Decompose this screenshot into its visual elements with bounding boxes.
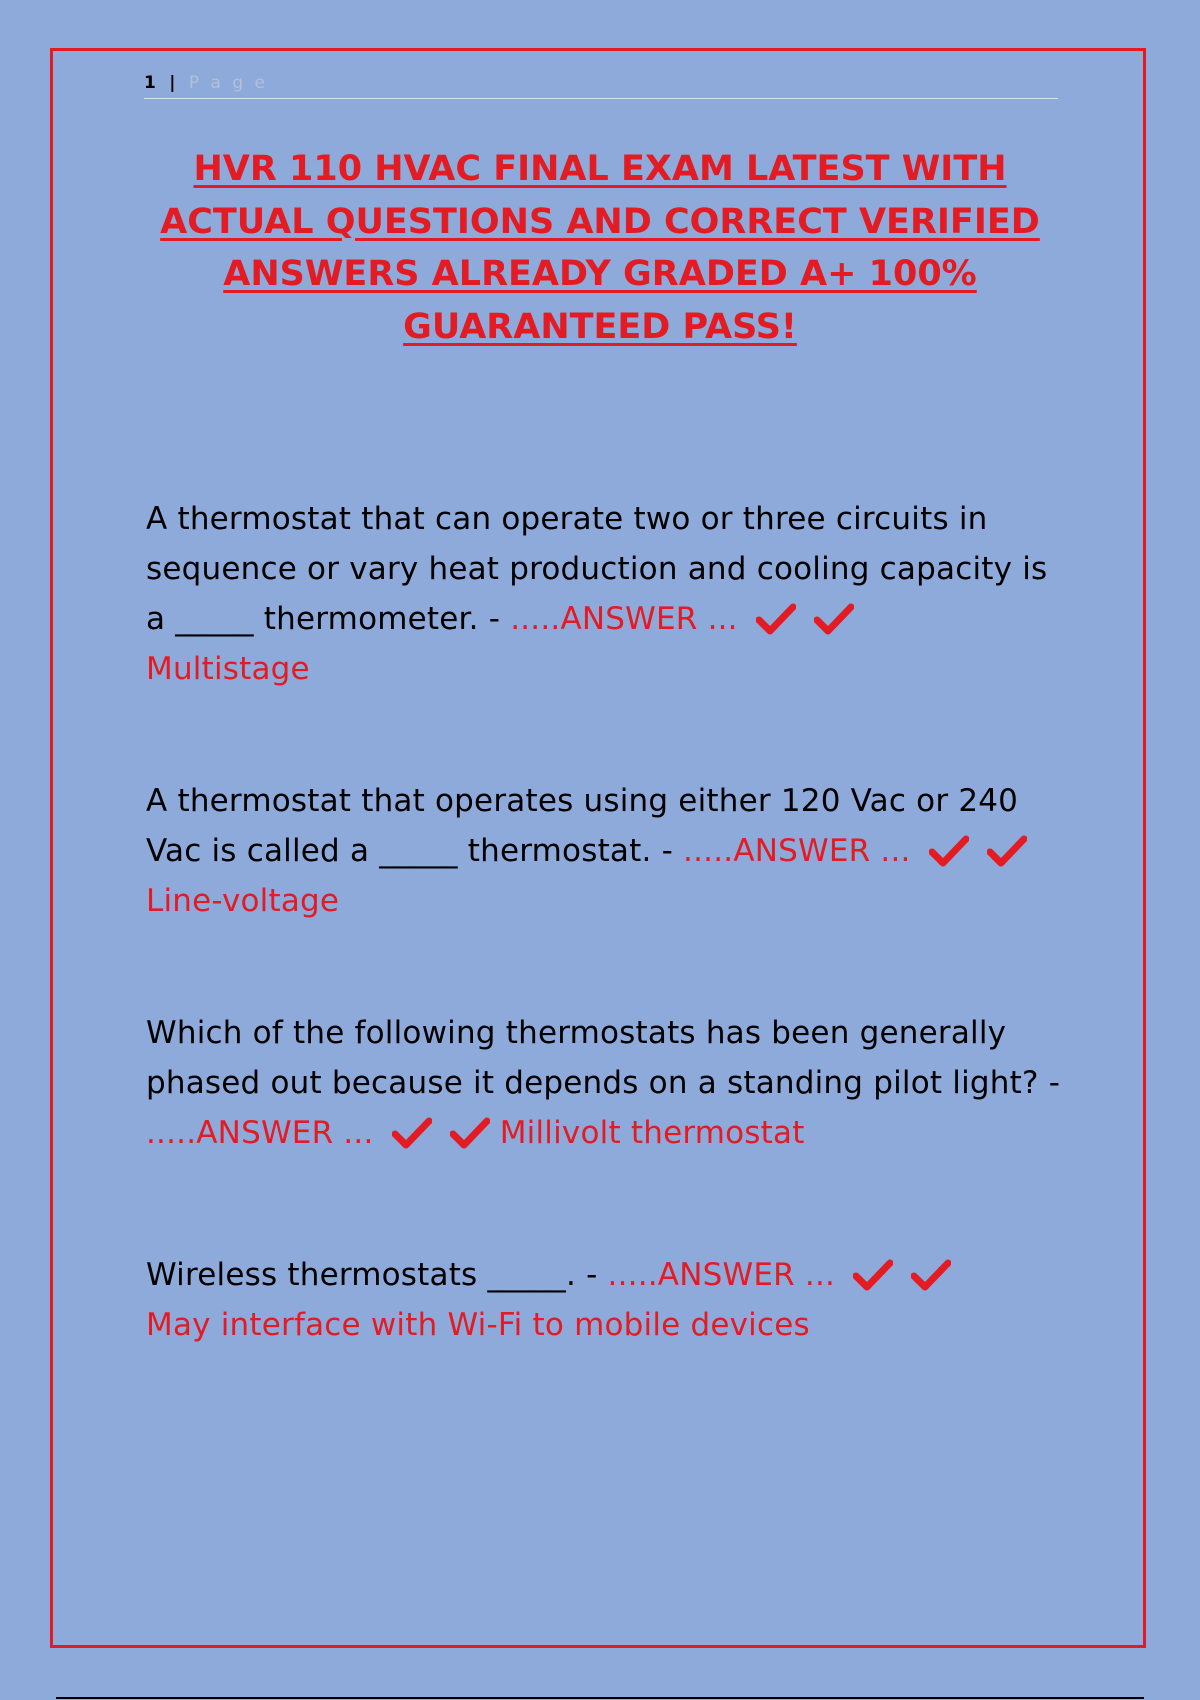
question-text: Which of the following thermostats has been generally phased out because it depends on a standing pilot light? - <box>146 1015 1061 1101</box>
checkmark-icon <box>450 1117 490 1149</box>
checkmark-icon <box>911 1259 951 1291</box>
answer-marker: .....ANSWER ... <box>146 1115 374 1151</box>
question-text: A thermostat that can operate two or three circuits in sequence or vary heat production and cooling capacity is a _____ thermometer. - <box>146 501 1048 637</box>
document-title: HVR 110 HVAC FINAL EXAM LATEST WITH ACTUAL QUESTIONS AND CORRECT VERIFIED ANSWERS ALREADY GRADED A+ 100% GUARANTEED PASS! <box>160 149 1040 347</box>
question-2 <box>146 776 1076 926</box>
answer-marker: .....ANSWER ... <box>683 833 911 869</box>
checkmark-icon <box>814 603 854 635</box>
page-number: 1 <box>144 73 159 93</box>
question-text: Wireless thermostats _____. - <box>146 1257 598 1293</box>
question-3 <box>146 1008 1076 1158</box>
answer-marker: .....ANSWER ... <box>607 1257 836 1293</box>
checkmark-icon <box>392 1117 432 1149</box>
answer-text: Line-voltage <box>146 883 340 919</box>
answer-text: May interface with Wi-Fi to mobile devices <box>146 1307 810 1343</box>
page-header <box>144 70 1058 99</box>
bottom-divider <box>56 1697 1144 1699</box>
header-separator: | <box>169 73 179 93</box>
checkmark-icon <box>929 835 969 867</box>
checkmark-icon <box>756 603 796 635</box>
checkmark-icon <box>987 835 1027 867</box>
answer-text: Millivolt thermostat <box>499 1115 805 1151</box>
question-4 <box>146 1250 1076 1350</box>
answer-marker: .....ANSWER ... <box>510 601 738 637</box>
page-label: P a g e <box>188 73 269 93</box>
answer-text: Multistage <box>146 651 310 687</box>
question-1 <box>146 494 1076 694</box>
checkmark-icon <box>853 1259 893 1291</box>
question-text: A thermostat that operates using either 120 Vac or 240 Vac is called a _____ thermostat. - <box>146 783 1019 869</box>
